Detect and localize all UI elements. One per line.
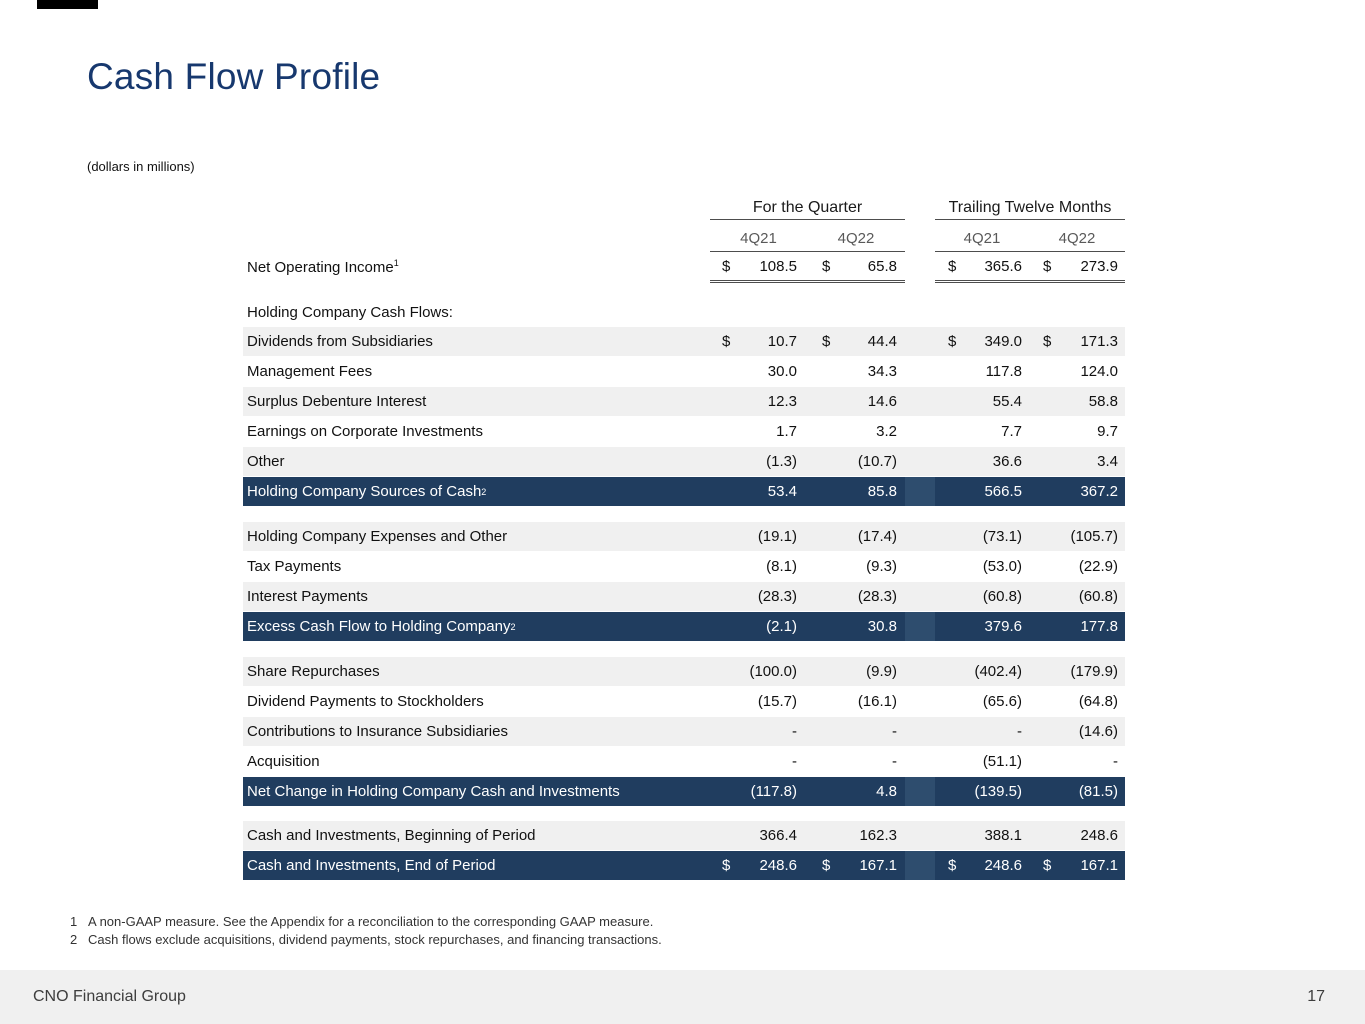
table-row	[243, 417, 1125, 446]
row-label-text: Holding Company Cash Flows:	[247, 303, 453, 321]
value-cell	[935, 558, 1029, 575]
value-cell	[710, 522, 807, 551]
table-row	[243, 552, 1125, 581]
value: -	[792, 753, 797, 770]
value: 167.1	[1080, 857, 1118, 874]
value: 4.8	[876, 783, 897, 800]
table-row	[243, 777, 1125, 806]
value-cell	[807, 558, 905, 575]
row-label: Excess Cash Flow to Holding Company 2	[243, 612, 710, 641]
row-label	[243, 821, 710, 850]
value-cell	[710, 851, 807, 880]
value: (28.3)	[757, 588, 797, 605]
value: (60.8)	[982, 588, 1022, 605]
row-label-text: Net Operating Income	[247, 259, 394, 276]
ttm-group	[935, 363, 1125, 380]
value: 124.0	[1080, 363, 1118, 380]
value-cell	[1029, 693, 1125, 710]
quarter-group	[710, 363, 905, 380]
value-cell	[710, 753, 807, 770]
value-cell	[710, 777, 807, 806]
row-label	[243, 717, 710, 746]
value-cell	[1029, 447, 1125, 476]
dollar-sign: $	[722, 333, 731, 350]
row-label-text: Other	[247, 453, 285, 470]
column-gap	[905, 447, 935, 476]
value-cell	[935, 252, 1029, 280]
value: 10.7	[767, 333, 797, 350]
row-label	[243, 777, 710, 806]
value-cell	[710, 693, 807, 710]
footnotes	[70, 913, 662, 949]
value: (65.6)	[982, 693, 1022, 710]
value: 349.0	[984, 333, 1022, 350]
ttm-group	[935, 851, 1125, 880]
column-gap	[905, 657, 935, 686]
value: (1.3)	[766, 453, 797, 470]
footnote	[70, 931, 662, 949]
value: 171.3	[1080, 333, 1118, 350]
value-cell	[935, 327, 1029, 356]
column-gap	[905, 252, 935, 283]
row-label	[243, 423, 710, 440]
value: 58.8	[1088, 393, 1118, 410]
value-cell	[1029, 851, 1125, 880]
value: (28.3)	[857, 588, 897, 605]
slide-accent-bar	[37, 0, 98, 9]
value-cell	[710, 477, 807, 506]
column-gap	[905, 612, 935, 641]
row-spacer	[243, 642, 1125, 657]
value-cell	[807, 252, 905, 280]
ttm-group	[935, 777, 1125, 806]
value-cell	[935, 582, 1029, 611]
ttm-group	[935, 693, 1125, 710]
value-cell	[935, 363, 1029, 380]
period-header: 4Q22	[837, 230, 875, 247]
row-label	[243, 851, 710, 880]
footnote-text: Cash flows exclude acquisitions, dividend payments, stock repurchases, and financing transactions.	[88, 932, 662, 947]
value: 162.3	[859, 827, 897, 844]
quarter-group	[710, 582, 905, 611]
value-cell	[710, 327, 807, 356]
value: (17.4)	[857, 528, 897, 545]
ttm-group-header: Trailing Twelve Months	[935, 199, 1125, 220]
value: 65.8	[867, 257, 897, 275]
value-cell	[935, 693, 1029, 710]
value-cell	[1029, 821, 1125, 850]
section-row	[243, 297, 1125, 327]
period-header: 4Q21	[740, 230, 777, 247]
value-cell	[935, 447, 1029, 476]
quarter-group	[710, 612, 905, 641]
dollar-sign: $	[948, 333, 957, 350]
value: 177.8	[1080, 618, 1118, 635]
table-body	[243, 252, 1125, 880]
row-label	[243, 558, 710, 575]
table-row	[243, 747, 1125, 776]
cash-flow-table	[243, 196, 1125, 881]
value: (10.7)	[857, 453, 897, 470]
value: (73.1)	[982, 528, 1022, 545]
table-row	[243, 327, 1125, 356]
value: (105.7)	[1070, 528, 1118, 545]
ttm-period-group	[935, 230, 1125, 252]
quarter-group	[710, 717, 905, 746]
value: (14.6)	[1078, 723, 1118, 740]
page-title: Cash Flow Profile	[87, 56, 381, 97]
value: 366.4	[759, 827, 797, 844]
value-cell	[710, 657, 807, 686]
value: (100.0)	[749, 663, 797, 680]
value-cell	[807, 477, 905, 506]
column-gap	[905, 220, 935, 252]
quarter-group-header: For the Quarter	[710, 199, 905, 220]
value-cell	[710, 558, 807, 575]
ttm-group	[935, 387, 1125, 416]
quarter-group	[710, 387, 905, 416]
company-name: CNO Financial Group	[33, 988, 186, 1005]
table-row	[243, 612, 1125, 641]
value: 9.7	[1097, 423, 1118, 440]
value: (16.1)	[857, 693, 897, 710]
column-gap	[905, 687, 935, 716]
value-cell	[935, 387, 1029, 416]
value: 14.6	[867, 393, 897, 410]
ttm-group	[935, 447, 1125, 476]
value-cell	[807, 363, 905, 380]
value: 30.8	[867, 618, 897, 635]
value: (64.8)	[1078, 693, 1118, 710]
value: 3.4	[1097, 453, 1118, 470]
value: 248.6	[1080, 827, 1118, 844]
row-label	[243, 259, 710, 276]
value: -	[892, 753, 897, 770]
row-label	[243, 693, 710, 710]
column-gap	[905, 821, 935, 850]
row-label-text: Net Change in Holding Company Cash and Investments	[247, 783, 620, 800]
dollar-sign: $	[722, 257, 731, 275]
dollar-sign: $	[948, 857, 957, 874]
value-cell	[1029, 753, 1125, 770]
period-header-row	[243, 220, 1125, 252]
value: (8.1)	[766, 558, 797, 575]
column-gap	[905, 477, 935, 506]
column-gap	[905, 327, 935, 356]
value: 55.4	[992, 393, 1022, 410]
value: 7.7	[1001, 423, 1022, 440]
value-cell	[807, 657, 905, 686]
row-label	[243, 753, 710, 770]
quarter-group	[710, 447, 905, 476]
quarter-group	[710, 821, 905, 850]
value: 365.6	[984, 257, 1022, 275]
row-label-text: Cash and Investments, End of Period	[247, 857, 496, 874]
row-label-text: Acquisition	[247, 753, 320, 770]
row-label	[243, 387, 710, 416]
value-cell	[1029, 423, 1125, 440]
value: -	[792, 723, 797, 740]
column-gap	[905, 777, 935, 806]
value-cell	[935, 717, 1029, 746]
table-row	[243, 821, 1125, 850]
value: 85.8	[867, 483, 897, 500]
value: 273.9	[1080, 257, 1118, 275]
value-cell	[807, 423, 905, 440]
ttm-group	[935, 522, 1125, 551]
value-cell	[807, 821, 905, 850]
row-label-text: Management Fees	[247, 363, 373, 380]
row-label-text: Tax Payments	[247, 558, 342, 575]
value-cell	[807, 717, 905, 746]
dollar-sign: $	[722, 857, 731, 874]
value: 34.3	[867, 363, 897, 380]
table-row	[243, 447, 1125, 476]
column-gap	[905, 851, 935, 880]
quarter-period-group	[710, 230, 905, 252]
value-cell	[1029, 363, 1125, 380]
value-cell	[935, 477, 1029, 506]
value-cell	[807, 387, 905, 416]
table-row	[243, 522, 1125, 551]
value-cell	[935, 657, 1029, 686]
value-cell	[710, 363, 807, 380]
value-cell	[1029, 657, 1125, 686]
dollar-sign: $	[1043, 857, 1052, 874]
value: -	[1113, 753, 1118, 770]
value: (53.0)	[982, 558, 1022, 575]
table-row	[243, 252, 1125, 283]
footnote-reference: 1	[393, 258, 399, 268]
page-number: 17	[1307, 988, 1325, 1005]
units-note: (dollars in millions)	[87, 159, 195, 174]
ttm-group	[935, 582, 1125, 611]
value-cell	[807, 522, 905, 551]
value-cell	[710, 582, 807, 611]
value: 30.0	[767, 363, 797, 380]
value-cell	[807, 327, 905, 356]
value-cell	[1029, 477, 1125, 506]
value-cell	[807, 693, 905, 710]
table-row	[243, 387, 1125, 416]
period-header: 4Q21	[963, 230, 1001, 247]
value-cell	[1029, 777, 1125, 806]
row-label-text: Cash and Investments, Beginning of Period	[247, 827, 536, 844]
column-gap	[905, 417, 935, 446]
value-cell	[807, 582, 905, 611]
ttm-group	[935, 821, 1125, 850]
value-cell	[807, 447, 905, 476]
value: 167.1	[859, 857, 897, 874]
quarter-group	[710, 423, 905, 440]
row-label-text: Share Repurchases	[247, 663, 380, 680]
group-header-row	[243, 196, 1125, 220]
column-gap	[905, 552, 935, 581]
value-cell	[710, 423, 807, 440]
quarter-group	[710, 753, 905, 770]
row-label-text: Excess Cash Flow to Holding Company	[247, 618, 511, 635]
dollar-sign: $	[822, 857, 831, 874]
footnote	[70, 913, 662, 931]
value: 1.7	[776, 423, 797, 440]
value: (139.5)	[974, 783, 1022, 800]
value: 36.6	[992, 453, 1022, 470]
value: 117.8	[985, 363, 1022, 380]
dollar-sign: $	[948, 257, 957, 275]
dollar-sign: $	[1043, 257, 1052, 275]
row-label-text: Earnings on Corporate Investments	[247, 423, 483, 440]
value: 248.6	[759, 857, 797, 874]
row-spacer	[243, 507, 1125, 522]
column-gap	[905, 747, 935, 776]
value-cell	[807, 753, 905, 770]
ttm-group	[935, 558, 1125, 575]
table-row	[243, 851, 1125, 880]
dollar-sign: $	[822, 333, 831, 350]
value-cell	[1029, 612, 1125, 641]
row-label	[243, 327, 710, 356]
row-label	[243, 522, 710, 551]
value: -	[1017, 723, 1022, 740]
value: 108.5	[759, 257, 797, 275]
ttm-group	[935, 477, 1125, 506]
value-cell	[1029, 327, 1125, 356]
quarter-group	[710, 522, 905, 551]
value: (15.7)	[757, 693, 797, 710]
row-label-text: Dividends from Subsidiaries	[247, 333, 433, 350]
row-label-text: Holding Company Expenses and Other	[247, 528, 508, 545]
table-row	[243, 657, 1125, 686]
value: (2.1)	[766, 618, 797, 635]
value: (22.9)	[1078, 558, 1118, 575]
row-label: Holding Company Sources of Cash 2	[243, 477, 710, 506]
value: (9.9)	[866, 663, 897, 680]
value-cell	[710, 387, 807, 416]
value-cell	[1029, 252, 1125, 280]
quarter-group	[710, 558, 905, 575]
value: (51.1)	[982, 753, 1022, 770]
row-label	[243, 447, 710, 476]
ttm-group	[935, 252, 1125, 283]
value-cell	[1029, 558, 1125, 575]
quarter-group	[710, 327, 905, 356]
quarter-group	[710, 657, 905, 686]
value: 12.3	[767, 393, 797, 410]
value-cell	[807, 612, 905, 641]
dollar-sign: $	[822, 257, 831, 275]
value-cell	[935, 753, 1029, 770]
value: 3.2	[876, 423, 897, 440]
row-label	[243, 657, 710, 686]
quarter-group	[710, 477, 905, 506]
row-label	[243, 304, 710, 321]
value: 53.4	[767, 483, 797, 500]
value-cell	[935, 423, 1029, 440]
ttm-group	[935, 717, 1125, 746]
dollar-sign: $	[1043, 333, 1052, 350]
value-cell	[710, 612, 807, 641]
ttm-group	[935, 657, 1125, 686]
value: (179.9)	[1070, 663, 1118, 680]
value: 248.6	[984, 857, 1022, 874]
ttm-group	[935, 753, 1125, 770]
row-label-text: Dividend Payments to Stockholders	[247, 693, 484, 710]
value: 388.1	[984, 827, 1022, 844]
value: 379.6	[984, 618, 1022, 635]
quarter-group	[710, 252, 905, 283]
value-cell	[807, 777, 905, 806]
column-gap	[905, 387, 935, 416]
value: (117.8)	[750, 783, 797, 800]
row-label-text: Interest Payments	[247, 588, 368, 605]
column-gap	[905, 196, 935, 220]
column-gap	[905, 522, 935, 551]
value-cell	[1029, 582, 1125, 611]
column-gap	[905, 357, 935, 386]
value-cell	[710, 447, 807, 476]
row-spacer	[243, 283, 1125, 297]
value: (9.3)	[866, 558, 897, 575]
row-label	[243, 582, 710, 611]
ttm-group	[935, 612, 1125, 641]
value-cell	[935, 777, 1029, 806]
footnote-marker: 1	[70, 914, 78, 929]
value: (60.8)	[1078, 588, 1118, 605]
column-gap	[905, 582, 935, 611]
table-row	[243, 477, 1125, 506]
value-cell	[935, 522, 1029, 551]
value-cell	[710, 252, 807, 280]
value: 367.2	[1080, 483, 1118, 500]
quarter-group	[710, 693, 905, 710]
column-gap	[905, 717, 935, 746]
value: -	[892, 723, 897, 740]
slide-footer	[0, 970, 1365, 1024]
value: (402.4)	[974, 663, 1022, 680]
value-cell	[1029, 387, 1125, 416]
value-cell	[935, 612, 1029, 641]
footnote-text: A non-GAAP measure. See the Appendix for a reconciliation to the corresponding GAAP measure.	[88, 914, 654, 929]
table-row	[243, 582, 1125, 611]
period-header: 4Q22	[1058, 230, 1096, 247]
value: (81.5)	[1078, 783, 1118, 800]
value-cell	[710, 717, 807, 746]
row-label	[243, 363, 710, 380]
value-cell	[1029, 717, 1125, 746]
value-cell	[807, 851, 905, 880]
row-label-text: Contributions to Insurance Subsidiaries	[247, 723, 508, 740]
value-cell	[935, 821, 1029, 850]
value-cell	[1029, 522, 1125, 551]
row-label-text: Surplus Debenture Interest	[247, 393, 427, 410]
quarter-group	[710, 851, 905, 880]
table-row	[243, 717, 1125, 746]
value-cell	[710, 821, 807, 850]
table-row	[243, 357, 1125, 386]
ttm-group	[935, 327, 1125, 356]
value: 44.4	[867, 333, 897, 350]
quarter-group	[710, 777, 905, 806]
row-label-text: Holding Company Sources of Cash	[247, 483, 482, 500]
ttm-group	[935, 423, 1125, 440]
value: 566.5	[984, 483, 1022, 500]
footnote-marker: 2	[70, 932, 78, 947]
value-cell	[935, 851, 1029, 880]
value: (19.1)	[757, 528, 797, 545]
row-spacer	[243, 807, 1125, 821]
table-row	[243, 687, 1125, 716]
